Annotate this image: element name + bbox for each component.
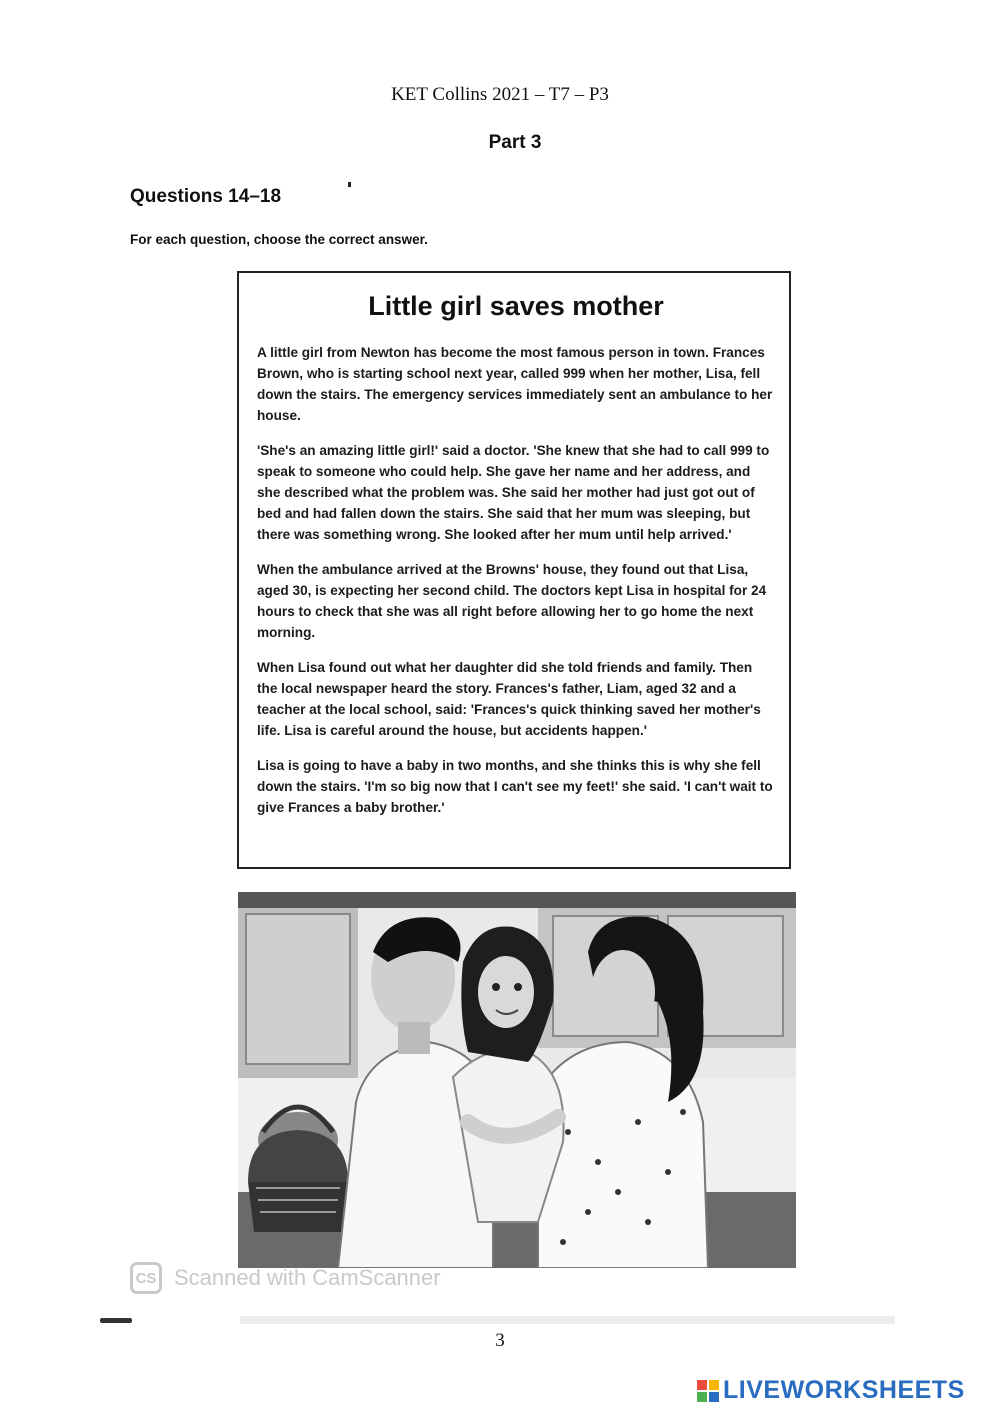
article-box: [237, 271, 791, 869]
article-headline: Little girl saves mother: [368, 291, 664, 321]
questions-heading: Questions 14–18: [130, 186, 282, 207]
family-photo-illustration: [238, 892, 796, 1268]
page-number-fragment: [100, 1318, 132, 1323]
article-paragraph: When Lisa found out what her daughter did she told friends and family. Then the local newspaper heard the story. Frances's father, Liam, aged 32 and a teacher at the local school, said: 'Frances's quick thinking saved her mother's life. Lisa is careful around the house, but accidents happen.': [257, 660, 761, 738]
part-title: Part 3: [488, 132, 542, 153]
document-header: KET Collins 2021 – T7 – P3: [391, 84, 609, 105]
page-number: 3: [495, 1330, 505, 1351]
article-paragraph: A little girl from Newton has become the most famous person in town. Frances Brown, who is starting school next year, called 999 when her mother, Lisa, fell down the stairs. The emergency services immediately sent an ambulance to her house.: [257, 345, 773, 423]
article-paragraph: Lisa is going to have a baby in two months, and she thinks this is why she fell down the stairs. 'I'm so big now that I can't see my feet!' she said. 'I can't wait to give Frances a baby brother.': [257, 758, 773, 815]
liveworksheets-logo-icon: [697, 1380, 719, 1402]
article-paragraph: 'She's an amazing little girl!' said a doctor. 'She knew that she had to call 999 to speak to someone who could help. She gave her name and her address, and she described what the problem was. She said her mother had just got out of bed and had fallen down the stairs. She said that her mum was sleeping, but there was something wrong. She looked after her mum until help arrived.': [257, 443, 770, 542]
family-photo: [238, 892, 796, 1268]
watermark-text: Scanned with CamScanner: [174, 1265, 441, 1290]
liveworksheets-brand[interactable]: [697, 1376, 965, 1405]
instruction-text: For each question, choose the correct answer.: [130, 232, 428, 247]
brand-text: LIVEWORKSHEETS: [723, 1376, 965, 1404]
scanner-watermark: [130, 1262, 441, 1294]
article-paragraph: When the ambulance arrived at the Browns' house, they found out that Lisa, aged 30, is expecting her second child. The doctors kept Lisa in hospital for 24 hours to check that she was all right before allowing her to go home the next morning.: [257, 562, 767, 640]
scan-smudge: [240, 1316, 895, 1324]
camscanner-icon: CS: [130, 1262, 162, 1294]
scan-speck: [348, 182, 351, 187]
